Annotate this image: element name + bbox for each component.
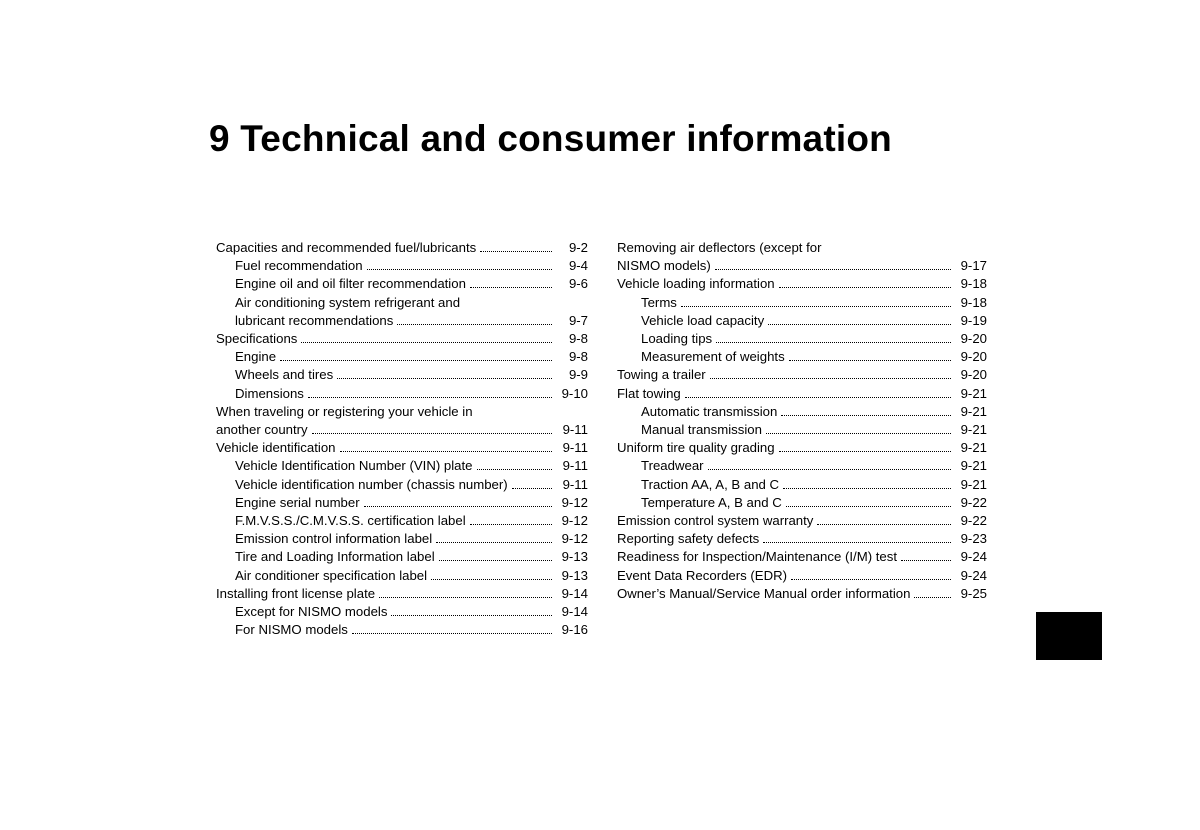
toc-entry-label: F.M.V.S.S./C.M.V.S.S. certification label	[235, 513, 466, 529]
toc-entry-label: Owner’s Manual/Service Manual order information	[617, 585, 911, 601]
toc-entry[interactable]	[617, 366, 987, 384]
toc-entry-page: 9-20	[960, 349, 987, 365]
toc-entry-page: 9-8	[568, 349, 588, 365]
toc-entry-label: Engine	[235, 349, 277, 365]
toc-entry[interactable]	[216, 348, 588, 366]
toc-entry[interactable]	[216, 366, 588, 384]
toc-entry-label-line1: Air conditioning system refrigerant and	[235, 294, 461, 310]
toc-entry-page: 9-12	[561, 494, 588, 510]
dot-leader	[715, 259, 951, 271]
toc-entry[interactable]	[617, 348, 987, 366]
toc-entry-label: Dimensions	[235, 385, 304, 401]
toc-entry-label: Automatic transmission	[641, 403, 778, 419]
dot-leader	[470, 277, 552, 289]
toc-entry-page: 9-21	[960, 422, 987, 438]
toc-entry-page: 9-11	[562, 458, 588, 474]
toc-entry[interactable]	[216, 330, 588, 348]
toc-entry-label: Emission control system warranty	[617, 513, 814, 529]
toc-entry-label: Vehicle loading information	[617, 276, 775, 292]
toc-entry-label: Loading tips	[641, 331, 713, 347]
toc-entry-label: Terms	[641, 294, 677, 310]
toc-entry-label: Fuel recommendation	[235, 258, 363, 274]
toc-entry[interactable]	[617, 512, 987, 530]
toc-entry[interactable]	[216, 548, 588, 566]
toc-entry[interactable]	[216, 621, 588, 639]
dot-leader	[352, 623, 552, 635]
toc-entry-label: Vehicle Identification Number (VIN) plate	[235, 458, 473, 474]
toc-entry-page: 9-6	[568, 276, 588, 292]
toc-entry[interactable]	[216, 457, 588, 475]
toc-entry-page: 9-21	[960, 385, 987, 401]
dot-leader	[766, 423, 951, 435]
toc-entry-page: 9-16	[561, 622, 588, 638]
dot-leader	[901, 550, 951, 562]
toc-entry-page: 9-24	[960, 567, 987, 583]
toc-entry-label-line1: When traveling or registering your vehicle in	[216, 403, 473, 419]
toc-entry-label: Engine serial number	[235, 494, 360, 510]
dot-leader	[789, 350, 951, 362]
toc-entry[interactable]	[216, 476, 588, 494]
toc-entry[interactable]	[617, 275, 987, 293]
dot-leader	[817, 514, 951, 526]
toc-entry-page: 9-14	[561, 585, 588, 601]
toc-entry-page: 9-22	[960, 513, 987, 529]
toc-entry-label: Vehicle identification number (chassis number)	[235, 476, 508, 492]
toc-entry-label: Air conditioner specification label	[235, 567, 428, 583]
toc-entry-page: 9-21	[960, 458, 987, 474]
toc-entry-label: Uniform tire quality grading	[617, 440, 775, 456]
dot-leader	[379, 587, 552, 599]
dot-leader	[681, 296, 951, 308]
toc-entry-page: 9-23	[960, 531, 987, 547]
dot-leader	[779, 277, 951, 289]
dot-leader	[470, 514, 552, 526]
toc-entry-label: Reporting safety defects	[617, 531, 760, 547]
dot-leader	[312, 423, 552, 435]
dot-leader	[716, 332, 951, 344]
toc-entry[interactable]	[617, 385, 987, 403]
toc-entry-label: Event Data Recorders (EDR)	[617, 567, 788, 583]
toc-entry[interactable]	[617, 585, 987, 603]
dot-leader	[791, 569, 951, 581]
toc-entry-page: 9-11	[562, 440, 588, 456]
toc-entry-label: Installing front license plate	[216, 585, 376, 601]
toc-entry-page: 9-17	[960, 258, 987, 274]
dot-leader	[480, 241, 552, 253]
toc-entry-label: Except for NISMO models	[235, 604, 388, 620]
dot-leader	[512, 478, 552, 490]
toc-entry-page: 9-11	[562, 476, 588, 492]
toc-entry[interactable]	[617, 312, 987, 330]
dot-leader	[340, 441, 553, 453]
toc-entry-page: 9-25	[960, 585, 987, 601]
dot-leader	[477, 459, 553, 471]
toc-entry[interactable]	[617, 239, 987, 275]
toc-entry[interactable]	[216, 567, 588, 585]
toc-entry-page: 9-2	[568, 240, 588, 255]
dot-leader	[914, 587, 951, 599]
chapter-title: 9 Technical and consumer information	[209, 118, 892, 159]
toc-entry-page: 9-21	[960, 403, 987, 419]
toc-entry-page: 9-19	[960, 312, 987, 328]
toc-entry-label: For NISMO models	[235, 622, 348, 638]
toc-entry-page: 9-7	[568, 312, 588, 328]
toc-entry-label: Capacities and recommended fuel/lubricants	[216, 240, 477, 255]
toc-entry[interactable]	[617, 476, 987, 494]
toc-entry[interactable]	[617, 403, 987, 421]
toc-entry-page: 9-8	[568, 331, 588, 347]
toc-entry-label: Wheels and tires	[235, 367, 334, 383]
toc-entry-page: 9-20	[960, 331, 987, 347]
toc-entry-page: 9-11	[562, 422, 588, 438]
toc-entry-label: Treadwear	[641, 458, 704, 474]
toc-entry-label: Manual transmission	[641, 422, 762, 438]
toc-entry-label: Readiness for Inspection/Maintenance (I/M) test	[617, 549, 898, 565]
toc-entry-label: Engine oil and oil filter recommendation	[235, 276, 466, 292]
toc-entry[interactable]	[216, 512, 588, 530]
toc-entry[interactable]	[216, 494, 588, 512]
toc-entry[interactable]	[617, 548, 987, 566]
toc-entry-page: 9-22	[960, 494, 987, 510]
toc-entry[interactable]	[216, 585, 588, 603]
dot-leader	[337, 368, 552, 380]
toc-entry-label: another country	[216, 422, 308, 438]
toc-entry[interactable]	[617, 530, 987, 548]
toc-entry[interactable]	[216, 403, 588, 439]
toc-entry[interactable]	[216, 275, 588, 293]
toc-entry[interactable]	[216, 385, 588, 403]
toc-entry-label: Towing a trailer	[617, 367, 706, 383]
toc-entry-page: 9-9	[568, 367, 588, 383]
dot-leader	[439, 550, 552, 562]
toc-entry-label-line1: Removing air deflectors (except for	[617, 240, 822, 255]
toc-entry[interactable]	[216, 257, 588, 275]
dot-leader	[783, 478, 951, 490]
dot-leader	[364, 496, 552, 508]
toc-entry[interactable]	[617, 567, 987, 585]
toc-entry[interactable]	[617, 494, 987, 512]
dot-leader	[308, 387, 552, 399]
toc-right-column	[617, 239, 987, 603]
toc-left-column	[216, 239, 588, 639]
toc-entry-page: 9-20	[960, 367, 987, 383]
toc-entry-label: Measurement of weights	[641, 349, 785, 365]
toc-entry-label: Specifications	[216, 331, 298, 347]
toc-entry[interactable]	[216, 294, 588, 330]
dot-leader	[710, 368, 951, 380]
toc-entry-page: 9-21	[960, 440, 987, 456]
toc-entry[interactable]	[617, 421, 987, 439]
toc-entry-page: 9-18	[960, 294, 987, 310]
toc-entry-page: 9-13	[561, 567, 588, 583]
dot-leader	[786, 496, 951, 508]
toc-entry[interactable]	[216, 603, 588, 621]
toc-entry-label: Tire and Loading Information label	[235, 549, 435, 565]
dot-leader	[431, 569, 552, 581]
toc-entry-page: 9-18	[960, 276, 987, 292]
toc-entry-label: Vehicle identification	[216, 440, 336, 456]
chapter-thumb-tab	[1036, 612, 1102, 660]
toc-entry-label: Vehicle load capacity	[641, 312, 765, 328]
dot-leader	[367, 259, 552, 271]
dot-leader	[391, 605, 552, 617]
dot-leader	[685, 387, 951, 399]
dot-leader	[779, 441, 951, 453]
toc-entry-page: 9-10	[561, 385, 588, 401]
dot-leader	[436, 532, 552, 544]
dot-leader	[397, 314, 552, 326]
toc-entry-page: 9-21	[960, 476, 987, 492]
toc-entry-page: 9-12	[561, 531, 588, 547]
dot-leader	[763, 532, 951, 544]
dot-leader	[768, 314, 951, 326]
toc-entry[interactable]	[617, 294, 987, 312]
toc-entry[interactable]	[617, 330, 987, 348]
toc-entry-label: Traction AA, A, B and C	[641, 476, 780, 492]
toc-entry[interactable]	[216, 439, 588, 457]
dot-leader	[708, 459, 951, 471]
dot-leader	[280, 350, 552, 362]
toc-entry-page: 9-14	[561, 604, 588, 620]
toc-entry[interactable]	[216, 530, 588, 548]
toc-entry-page: 9-13	[561, 549, 588, 565]
toc-entry-label: Flat towing	[617, 385, 681, 401]
toc-entry-label: lubricant recommendations	[235, 312, 394, 328]
toc-entry-label: NISMO models)	[617, 258, 711, 274]
toc-entry-page: 9-24	[960, 549, 987, 565]
toc-entry-page: 9-12	[561, 513, 588, 529]
toc-entry[interactable]	[617, 439, 987, 457]
toc-entry-page: 9-4	[568, 258, 588, 274]
toc-entry[interactable]	[617, 457, 987, 475]
toc-entry-label: Temperature A, B and C	[641, 494, 782, 510]
toc-entry-label: Emission control information label	[235, 531, 433, 547]
dot-leader	[301, 332, 552, 344]
toc-entry[interactable]	[216, 239, 588, 257]
dot-leader	[781, 405, 951, 417]
